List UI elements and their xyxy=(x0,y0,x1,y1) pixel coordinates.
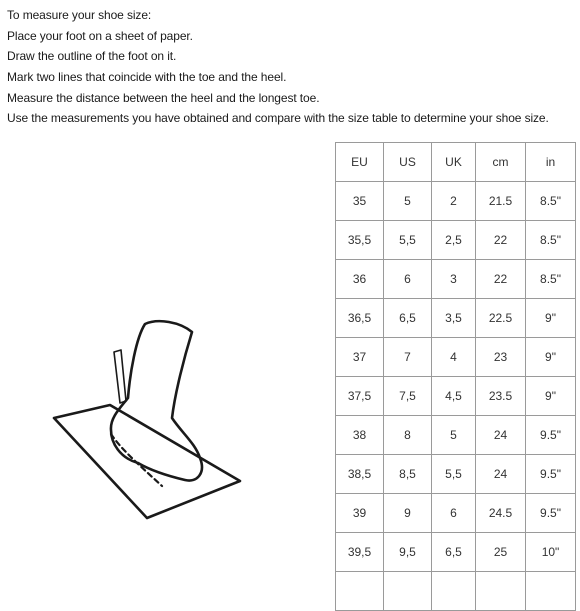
table-row xyxy=(336,221,576,260)
cell-in: 8.5" xyxy=(526,260,576,299)
cell-eu: 36,5 xyxy=(336,299,384,338)
cell-in: 9" xyxy=(526,338,576,377)
table-row xyxy=(336,260,576,299)
cell-us: 5 xyxy=(384,182,432,221)
header-in: in xyxy=(526,143,576,182)
cell-in: 9.5" xyxy=(526,494,576,533)
cell-uk: 4 xyxy=(432,338,476,377)
table-header-row xyxy=(336,143,576,182)
cell-cm: 24 xyxy=(476,455,526,494)
cell-in xyxy=(526,572,576,611)
header-uk: UK xyxy=(432,143,476,182)
cell-in: 9.5" xyxy=(526,416,576,455)
cell-us xyxy=(384,572,432,611)
instruction-step-4: Measure the distance between the heel and the longest toe. xyxy=(7,90,320,105)
cell-in: 8.5" xyxy=(526,182,576,221)
cell-uk: 6,5 xyxy=(432,533,476,572)
instruction-step-5: Use the measurements you have obtained and compare with the size table to determine your shoe size. xyxy=(7,111,549,126)
cell-eu: 39 xyxy=(336,494,384,533)
cell-in: 9.5" xyxy=(526,455,576,494)
foot-measure-illustration xyxy=(50,318,245,523)
cell-uk: 4,5 xyxy=(432,377,476,416)
cell-cm: 22 xyxy=(476,260,526,299)
header-eu: EU xyxy=(336,143,384,182)
cell-us: 6 xyxy=(384,260,432,299)
cell-cm xyxy=(476,572,526,611)
table-row xyxy=(336,416,576,455)
cell-us: 7,5 xyxy=(384,377,432,416)
foot-on-paper-icon xyxy=(50,318,245,523)
cell-cm: 22.5 xyxy=(476,299,526,338)
instruction-intro: To measure your shoe size: xyxy=(7,8,152,22)
table-row xyxy=(336,338,576,377)
table-row xyxy=(336,377,576,416)
cell-cm: 23 xyxy=(476,338,526,377)
cell-eu: 35,5 xyxy=(336,221,384,260)
table-row xyxy=(336,455,576,494)
table-row xyxy=(336,182,576,221)
cell-eu: 35 xyxy=(336,182,384,221)
header-cm: cm xyxy=(476,143,526,182)
instruction-step-3: Mark two lines that coincide with the toe and the heel. xyxy=(7,70,287,85)
cell-cm: 23.5 xyxy=(476,377,526,416)
cell-in: 8.5" xyxy=(526,221,576,260)
cell-uk: 2 xyxy=(432,182,476,221)
cell-us: 8 xyxy=(384,416,432,455)
cell-eu: 39,5 xyxy=(336,533,384,572)
cell-us: 6,5 xyxy=(384,299,432,338)
size-table xyxy=(335,142,576,611)
cell-uk: 6 xyxy=(432,494,476,533)
cell-uk xyxy=(432,572,476,611)
cell-us: 9 xyxy=(384,494,432,533)
instruction-step-2: Draw the outline of the foot on it. xyxy=(7,49,177,64)
cell-uk: 3 xyxy=(432,260,476,299)
cell-uk: 5,5 xyxy=(432,455,476,494)
table-row xyxy=(336,299,576,338)
cell-us: 8,5 xyxy=(384,455,432,494)
cell-cm: 22 xyxy=(476,221,526,260)
cell-uk: 3,5 xyxy=(432,299,476,338)
cell-us: 7 xyxy=(384,338,432,377)
cell-us: 9,5 xyxy=(384,533,432,572)
table-row xyxy=(336,494,576,533)
cell-cm: 24 xyxy=(476,416,526,455)
table-row xyxy=(336,533,576,572)
instructions xyxy=(7,5,573,129)
cell-uk: 5 xyxy=(432,416,476,455)
instruction-step-1: Place your foot on a sheet of paper. xyxy=(7,28,193,43)
cell-cm: 25 xyxy=(476,533,526,572)
cell-cm: 21.5 xyxy=(476,182,526,221)
cell-eu: 37 xyxy=(336,338,384,377)
cell-uk: 2,5 xyxy=(432,221,476,260)
header-us: US xyxy=(384,143,432,182)
cell-eu xyxy=(336,572,384,611)
cell-eu: 38,5 xyxy=(336,455,384,494)
table-row xyxy=(336,572,576,611)
cell-eu: 36 xyxy=(336,260,384,299)
cell-in: 9" xyxy=(526,299,576,338)
cell-eu: 38 xyxy=(336,416,384,455)
cell-in: 9" xyxy=(526,377,576,416)
cell-cm: 24.5 xyxy=(476,494,526,533)
cell-us: 5,5 xyxy=(384,221,432,260)
cell-eu: 37,5 xyxy=(336,377,384,416)
cell-in: 10" xyxy=(526,533,576,572)
